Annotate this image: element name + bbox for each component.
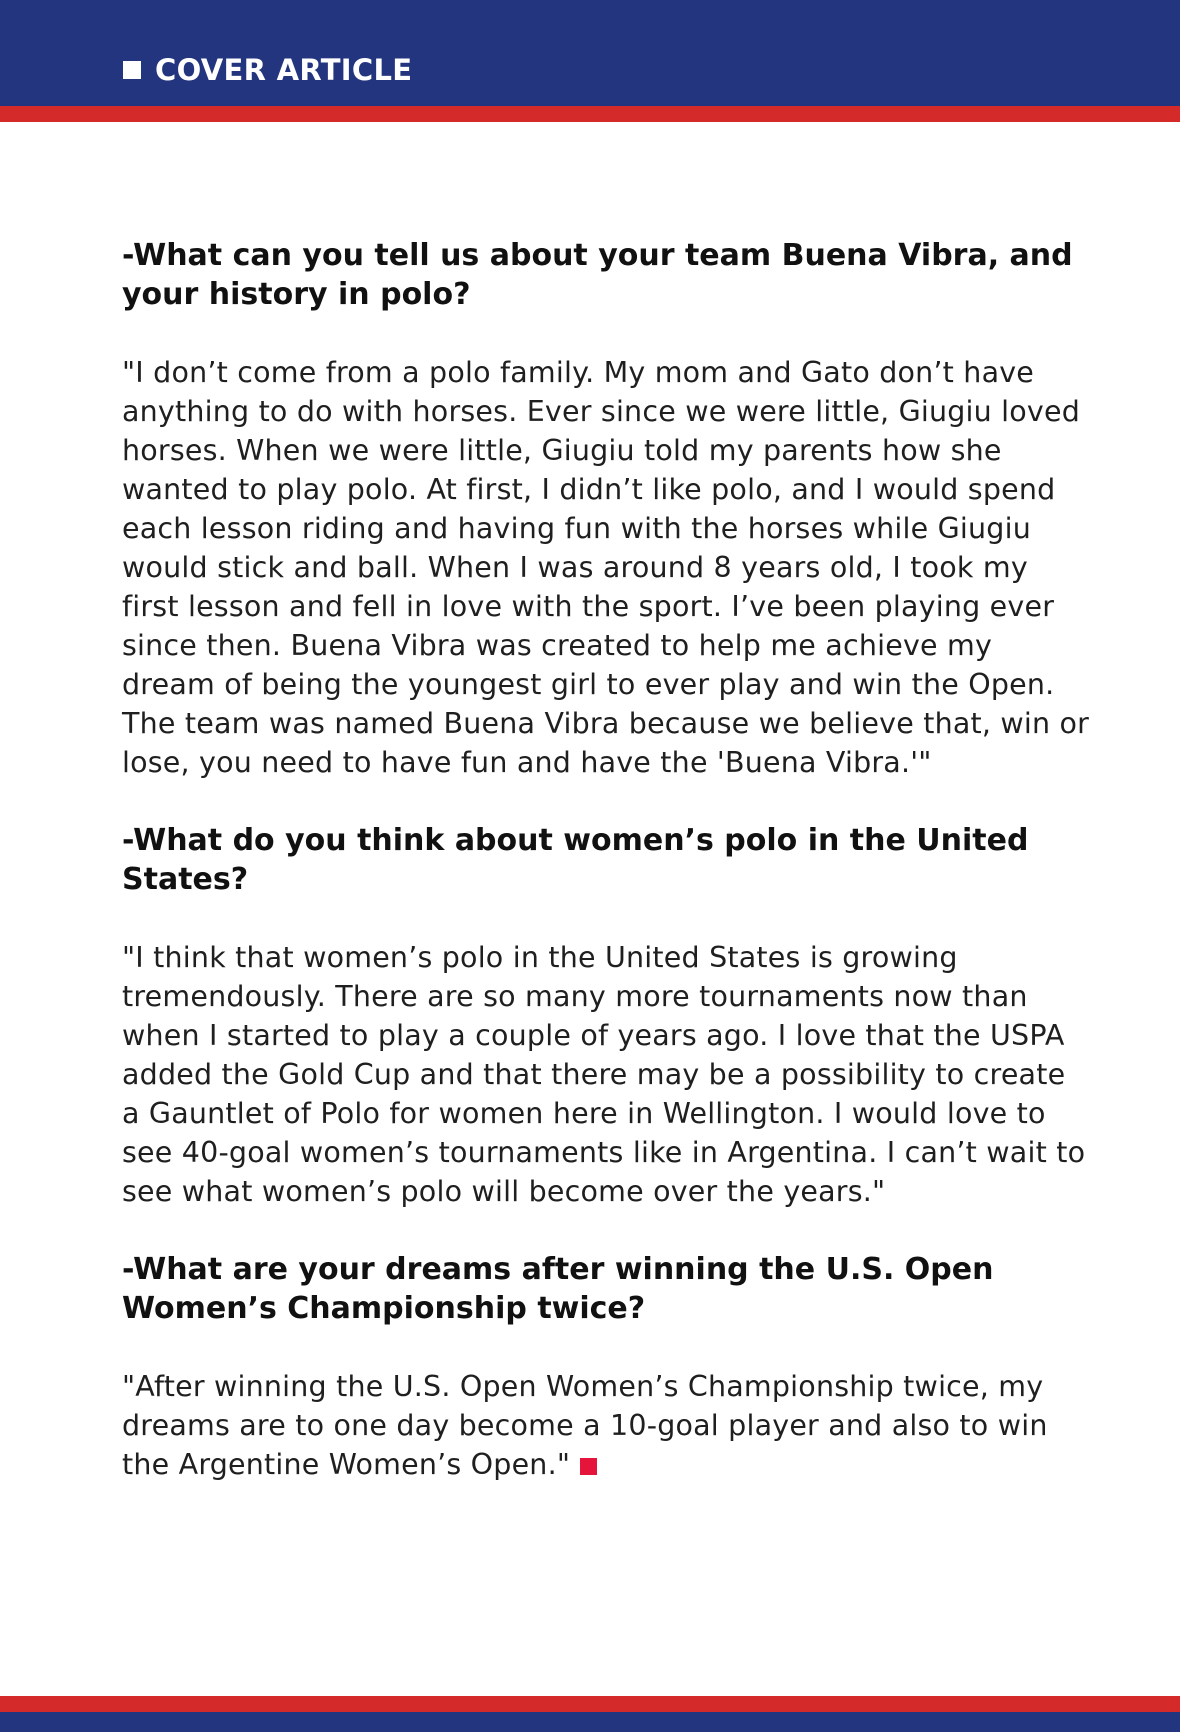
question-2: -What do you think about women’s polo in the United States? (122, 823, 1029, 897)
question-3: -What are your dreams after winning the U.S. Open Women’s Championship twice? (122, 1252, 994, 1326)
header-stripe (0, 106, 1180, 122)
section-label (123, 52, 412, 88)
section-label-text: COVER ARTICLE (155, 53, 413, 87)
answer-1: "I don’t come from a polo family. My mom and Gato don’t have anything to do with horses. Ever since we were little, Giugiu loved horses. When we were little, Giugiu told my parents how she wanted to play polo. At first, I didn’t like polo, and I would spend each lesson riding and having fun with the horses while Giugiu would stick and ball. When I was around 8 years old, I took my first lesson and fell in love with the sport. I’ve been playing ever since then. Buena Vibra was created to help me achieve my dream of being the youngest girl to ever play and win the Open. The team was named Buena Vibra because we believe that, win or lose, you need to have fun and have the 'Buena Vibra.'" (122, 356, 1090, 779)
answer-3: "After winning the U.S. Open Women’s Championship twice, my dreams are to one day become a 10-goal player and also to win the Argentine Women’s Open." (122, 1370, 1048, 1481)
answer-3-paragraph (122, 1367, 1092, 1484)
square-bullet-icon (123, 61, 141, 79)
footer-band (0, 1712, 1180, 1732)
article-body (122, 236, 1092, 1523)
end-mark-icon (580, 1458, 597, 1475)
question-1: -What can you tell us about your team Buena Vibra, and your history in polo? (122, 238, 1073, 312)
answer-2: "I think that women’s polo in the United States is growing tremendously. There are so many more tournaments now than when I started to play a couple of years ago. I love that the USPA added the Gold Cup and that there may be a possibility to create a Gauntlet of Polo for women here in Wellington. I would love to see 40-goal women’s tournaments like in Argentina. I can’t wait to see what women’s polo will become over the years." (122, 941, 1086, 1208)
footer-stripe (0, 1696, 1180, 1712)
